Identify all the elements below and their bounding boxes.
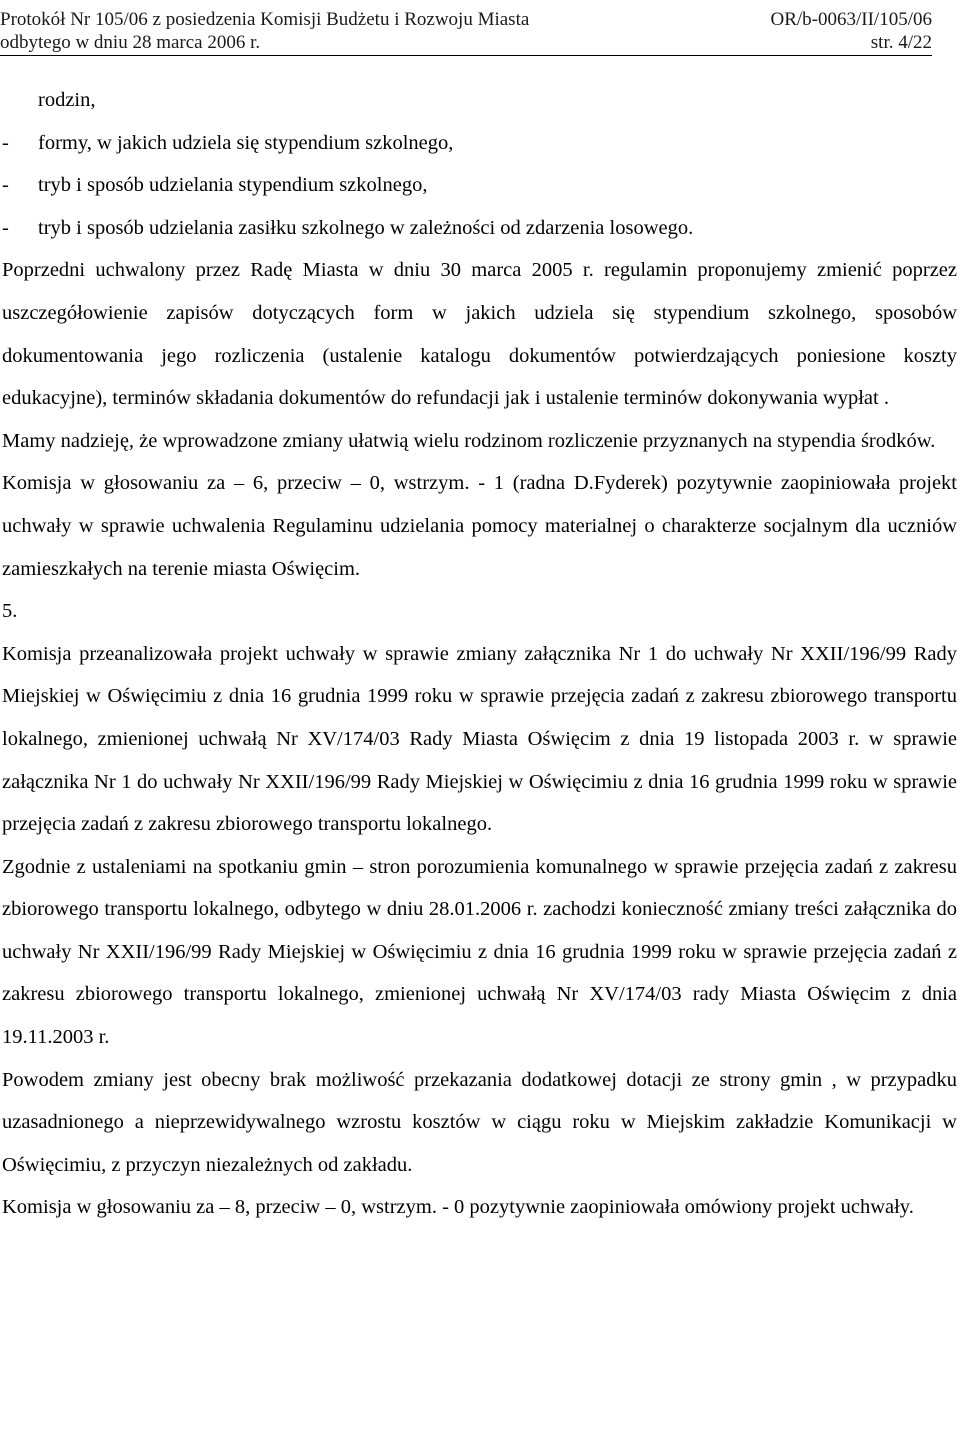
page-header: [0, 8, 932, 54]
paragraph-vote-result: Komisja w głosowaniu za – 6, przeciw – 0, wstrzym. - 1 (radna D.Fyderek) pozytywnie zaopiniowała projekt uchwały w sprawie uchwalenia Regulaminu udzielania pomocy materialnej o charakterze socjalnym dla uczniów zamieszkałych na terenie miasta Oświęcim.: [2, 472, 957, 580]
header-row-1: [0, 8, 932, 31]
list-item-text: tryb i sposób udzielania zasiłku szkolnego w zależności od zdarzenia losowego.: [38, 216, 694, 239]
list-item: [2, 207, 957, 250]
document-reference: OR/b-0063/II/105/06: [770, 9, 932, 30]
list-item: [2, 164, 957, 207]
document-title: Protokół Nr 105/06 z posiedzenia Komisji Budżetu i Rozwoju Miasta: [0, 9, 530, 30]
section-number: 5.: [2, 600, 18, 623]
list-dash: -: [2, 216, 9, 239]
list-dash: -: [2, 131, 9, 154]
paragraph-resolution-analysis: Komisja przeanalizowała projekt uchwały w sprawie zmiany załącznika Nr 1 do uchwały Nr XXII/196/99 Rady Miejskiej w Oświęcimiu z dnia 16 grudnia 1999 roku w sprawie przejęcia zadań z zakresu zbiorowego transportu lokalnego, zmienionej uchwałą Nr XV/174/03 Rady Miasta Oświęcim z dnia 19 listopada 2003 r. w sprawie załącznika Nr 1 do uchwały Nr XXII/196/99 Rady Miejskiej w Oświęcimiu z dnia 16 grudnia 1999 roku w sprawie przejęcia zadań z zakresu zbiorowego transportu lokalnego.: [2, 642, 957, 836]
list-item-text: tryb i sposób udzielania stypendium szkolnego,: [38, 174, 428, 197]
meeting-date: odbytego w dniu 28 marca 2006 r.: [0, 32, 261, 53]
list-item-text: formy, w jakich udziela się stypendium szkolnego,: [38, 131, 454, 154]
list-continuation: rodzin,: [38, 89, 96, 111]
paragraph-reason: Powodem zmiany jest obecny brak możliwość przekazania dodatkowej dotacji ze strony gmin , w przypadku uzasadnionego a nieprzewidywalnego wzrostu kosztów w ciągu roku w Miejskim zakładzie Komunikacji w Oświęcimiu, z przyczyn niezależnych od zakładu.: [2, 1068, 957, 1176]
list-item: [2, 122, 957, 165]
header-row-2: [0, 31, 932, 54]
page-number: str. 4/22: [870, 32, 932, 53]
document-body: [2, 79, 957, 1229]
paragraph-regulation-change: Poprzedni uchwalony przez Radę Miasta w dniu 30 marca 2005 r. regulamin proponujemy zmienić poprzez uszczegółowienie zapisów dotyczących form w jakich udziela się stypendium szkolnego, sposobów dokumentowania jego rozliczenia (ustalenie katalogu dokumentów potwierdzających poniesione koszty edukacyjne), terminów składania dokumentów do refundacji jak i ustalenie terminów dokonywania wypłat .: [2, 259, 957, 410]
paragraph-final-vote: Komisja w głosowaniu za – 8, przeciw – 0, wstrzym. - 0 pozytywnie zaopiniowała omówiony projekt uchwały.: [2, 1196, 914, 1219]
paragraph-hope: Mamy nadzieję, że wprowadzone zmiany ułatwią wielu rodzinom rozliczenie przyznanych na stypendia środków.: [2, 429, 936, 452]
paragraph-agreement: Zgodnie z ustaleniami na spotkaniu gmin – stron porozumienia komunalnego w sprawie przejęcia zadań z zakresu zbiorowego transportu lokalnego, odbytego w dniu 28.01.2006 r. zachodzi konieczność zmiany treści załącznika do uchwały Nr XXII/196/99 Rady Miejskiej w Oświęcimiu z dnia 16 grudnia 1999 roku w sprawie przejęcia zadań z zakresu zbiorowego transportu lokalnego, zmienionej uchwałą Nr XV/174/03 rady Miasta Oświęcim z dnia 19.11.2003 r.: [2, 855, 957, 1049]
header-divider: [0, 55, 932, 56]
list-dash: -: [2, 174, 9, 197]
